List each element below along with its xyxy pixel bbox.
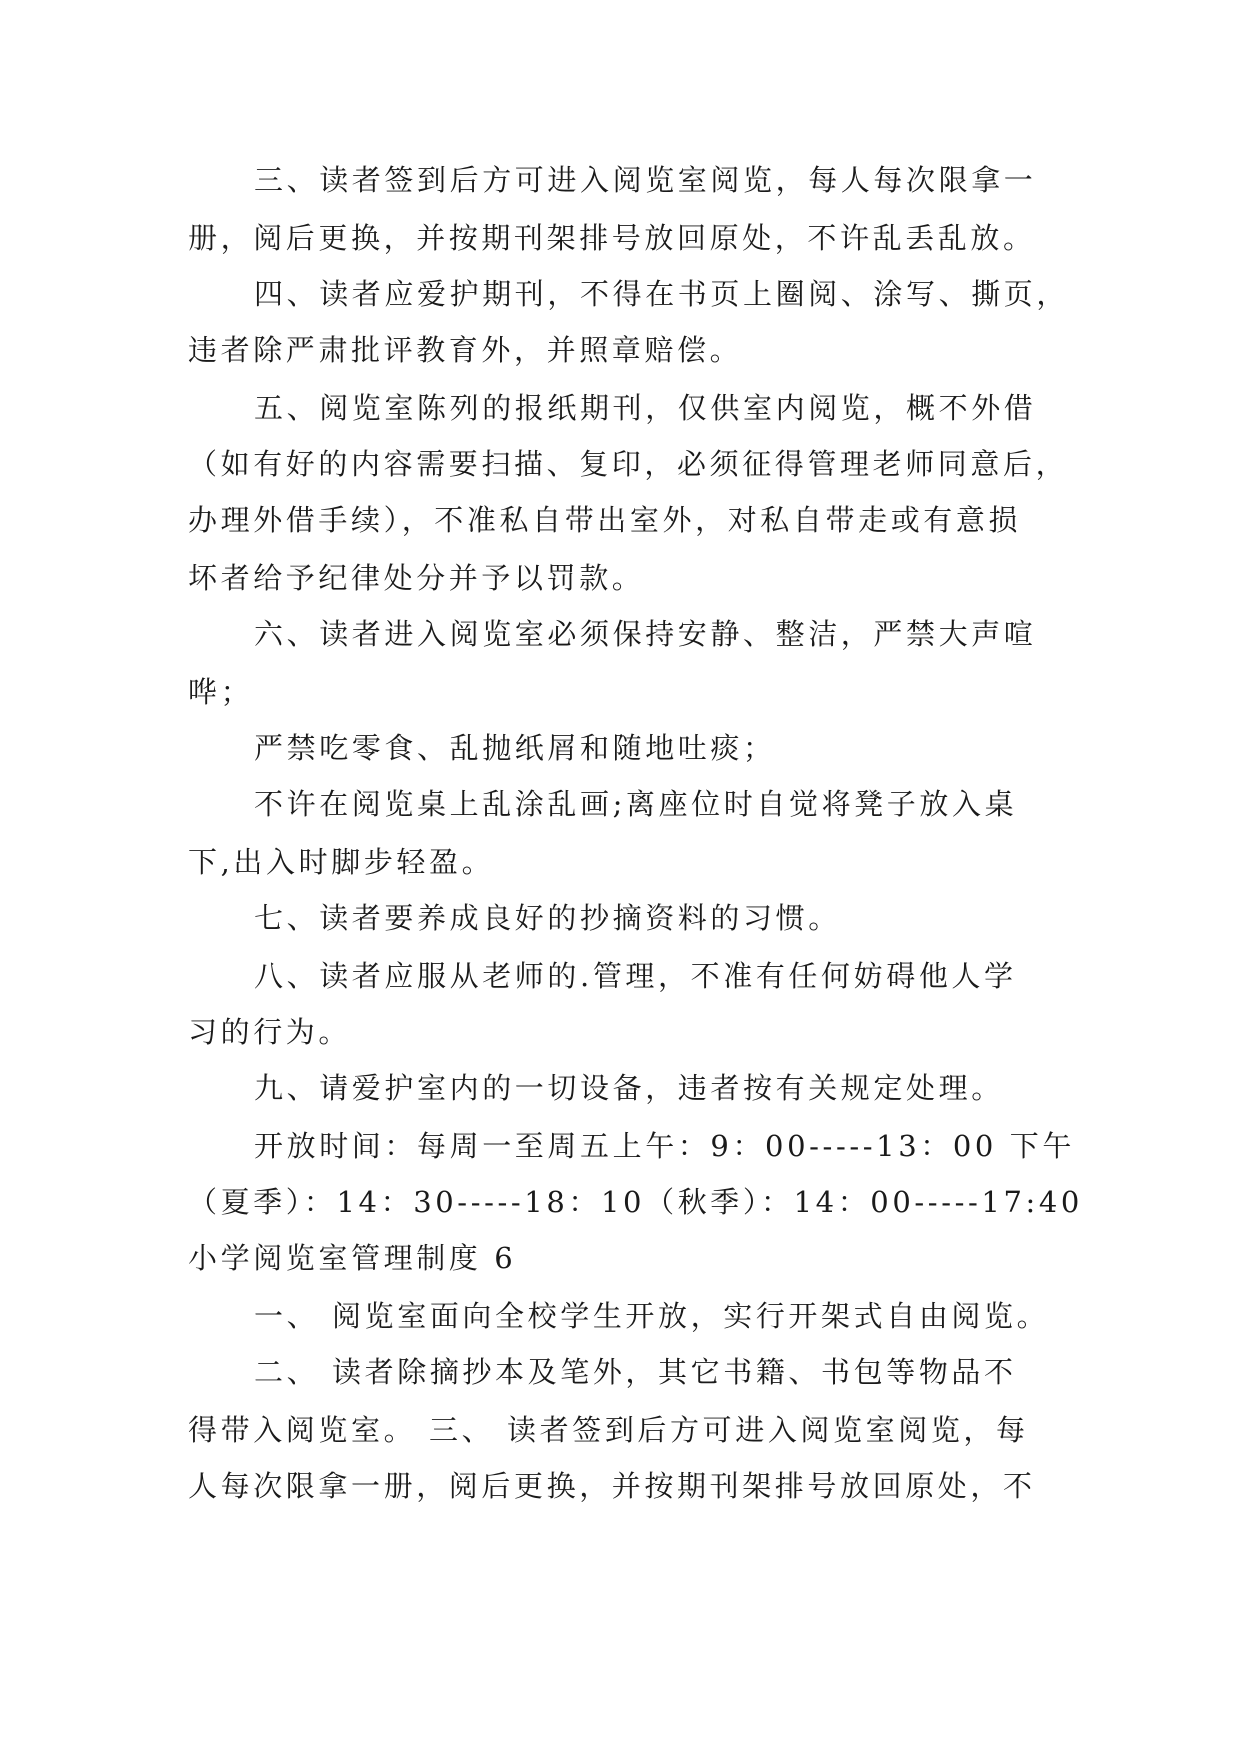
- text-line: 四、读者应爱护期刊，不得在书页上圈阅、涂写、撕页，: [254, 277, 1070, 311]
- text-line: 九、请爱护室内的一切设备，违者按有关规定处理。: [254, 1071, 1004, 1105]
- text-line: 不许在阅览桌上乱涂乱画;离座位时自觉将凳子放入桌: [254, 787, 1018, 821]
- text-line: 违者除严肃批评教育外，并照章赔偿。: [188, 333, 743, 367]
- text-line: 严禁吃零食、乱抛纸屑和随地吐痰；: [254, 731, 776, 765]
- text-line: 二、 读者除摘抄本及笔外，其它书籍、书包等物品不: [254, 1355, 1017, 1389]
- text-line: 五、阅览室陈列的报纸期刊，仅供室内阅览，概不外借: [254, 391, 1037, 425]
- text-line: 六、读者进入阅览室必须保持安静、整洁，严禁大声喧: [254, 617, 1037, 651]
- text-line: （如有好的内容需要扫描、复印，必须征得管理老师同意后，: [188, 447, 1069, 481]
- text-line: 八、读者应服从老师的.管理，不准有任何妨碍他人学: [254, 959, 1017, 993]
- text-line: 一、 阅览室面向全校学生开放，实行开架式自由阅览。: [254, 1299, 1050, 1333]
- text-line: 坏者给予纪律处分并予以罚款。: [188, 561, 645, 595]
- text-line: 得带入阅览室。 三、 读者签到后方可进入阅览室阅览，每: [188, 1413, 1029, 1447]
- text-line: 三、读者签到后方可进入阅览室阅览，每人每次限拿一: [254, 163, 1037, 197]
- text-line: 人每次限拿一册，阅后更换，并按期刊架排号放回原处，不: [188, 1469, 1036, 1503]
- text-line: （夏季）：14：30-----18：10（秋季）：14：00-----17:40: [188, 1185, 1083, 1219]
- text-line: 习的行为。: [188, 1015, 352, 1049]
- section-heading: 小学阅览室管理制度 6: [188, 1241, 517, 1275]
- text-line: 开放时间：每周一至周五上午：9：00-----13：00 下午: [254, 1129, 1075, 1163]
- text-line: 哗；: [188, 675, 254, 709]
- text-line: 七、读者要养成良好的抄摘资料的习惯。: [254, 901, 841, 935]
- text-line: 下,出入时脚步轻盈。: [188, 845, 495, 879]
- text-line: 办理外借手续），不准私自带出室外，对私自带走或有意损: [188, 503, 1022, 537]
- text-line: 册，阅后更换，并按期刊架排号放回原处，不许乱丢乱放。: [188, 221, 1036, 255]
